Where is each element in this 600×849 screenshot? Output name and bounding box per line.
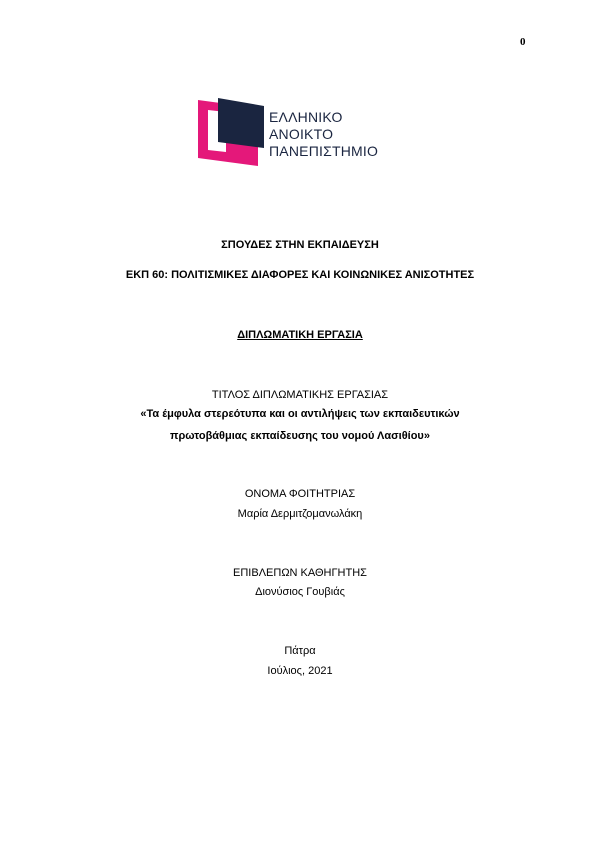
document-type: ΔΙΠΛΩΜΑΤΙΚΗ ΕΡΓΑΣΙΑ [237, 329, 363, 341]
date: Ιούλιος, 2021 [267, 665, 333, 677]
supervisor-label: ΕΠΙΒΛΕΠΩΝ ΚΑΘΗΓΗΤΗΣ [233, 567, 367, 579]
thesis-title-label: ΤΙΤΛΟΣ ΔΙΠΛΩΜΑΤΙΚΗΣ ΕΡΓΑΣΙΑΣ [211, 389, 389, 401]
place: Πάτρα [284, 645, 316, 657]
logo-wordmark [269, 109, 378, 160]
student-name: Μαρία Δερμιτζομανωλάκη [237, 508, 363, 520]
student-label: ΟΝΟΜΑ ΦΟΙΤΗΤΡΙΑΣ [244, 488, 356, 500]
logo-line-1: ΕΛΛΗΝΙΚΟ [269, 109, 343, 125]
university-logo [196, 96, 396, 170]
thesis-title-line-1: «Τα έμφυλα στερεότυπα και οι αντιλήψεις των εκπαιδευτικών [140, 408, 460, 420]
supervisor-name: Διονύσιος Γουβιάς [255, 586, 345, 598]
logo-line-2: ΑΝΟΙΚΤΟ [269, 126, 334, 142]
thesis-title-line-2: πρωτοβάθμιας εκπαίδευσης του νομού Λασιθίου» [170, 430, 430, 442]
logo-mark-icon [196, 96, 266, 170]
page-number: 0 [520, 36, 526, 48]
course-heading: ΕΚΠ 60: ΠΟΛΙΤΙΣΜΙΚΕΣ ΔΙΑΦΟΡΕΣ ΚΑΙ ΚΟΙΝΩΝΙΚΕΣ ΑΝΙΣΟΤΗΤΕΣ [125, 269, 475, 281]
logo-line-3: ΠΑΝΕΠΙΣΤΗΜΙΟ [269, 143, 379, 159]
program-heading: ΣΠΟΥΔΕΣ ΣΤΗΝ ΕΚΠΑΙΔΕΥΣΗ [221, 239, 379, 251]
